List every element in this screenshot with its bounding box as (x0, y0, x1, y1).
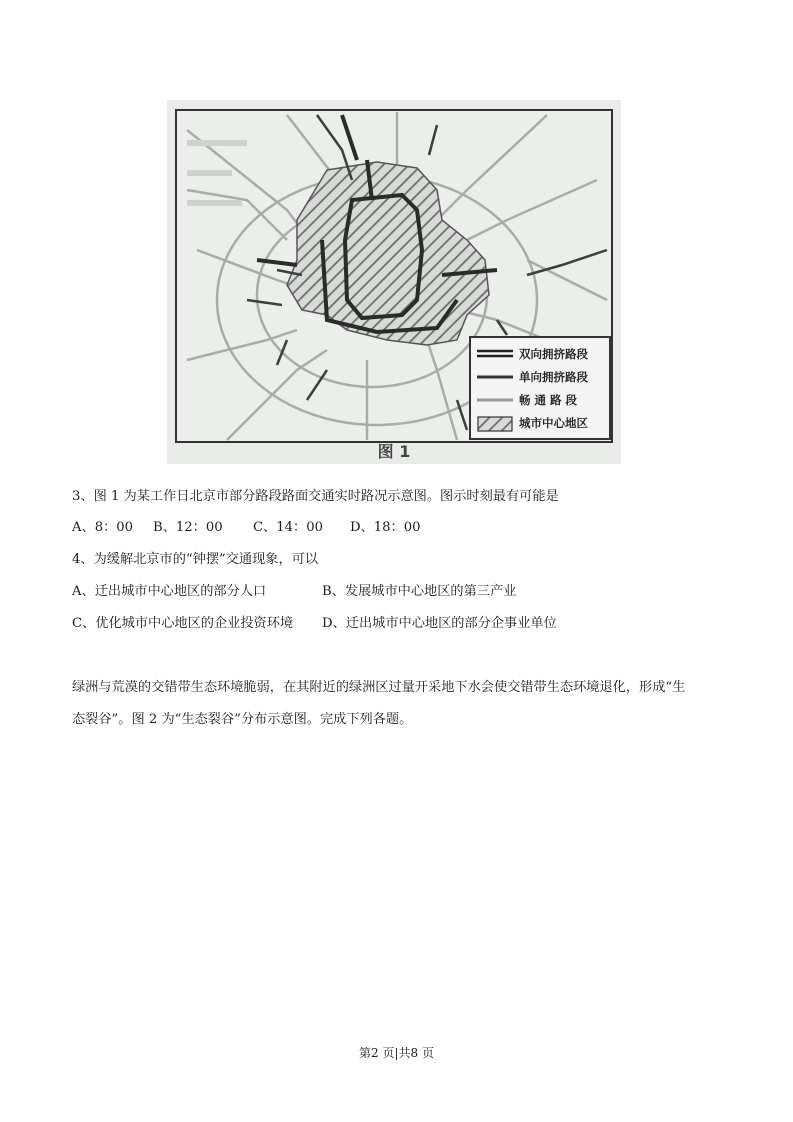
legend-label: 城市中心地区 (519, 416, 588, 430)
q4-option-a: A、迁出城市中心地区的部分人口 (72, 584, 267, 599)
q4-option-d: D、迁出城市中心地区的部分企事业单位 (322, 616, 557, 631)
q3-option-a: A、8：00 (72, 520, 134, 535)
q4-option-b: B、发展城市中心地区的第三产业 (322, 584, 517, 599)
q3-option-c: C、14：00 (253, 520, 324, 535)
question-3: 3、图 1 为某工作日北京市部分路段路面交通实时路况示意图。图示时刻最有可能是 (72, 489, 559, 504)
map-legend (469, 336, 611, 440)
legend-item-single (477, 367, 588, 387)
legend-label: 单向拥挤路段 (519, 370, 588, 384)
double-line-icon (477, 347, 513, 361)
hatched-area-icon (477, 416, 513, 430)
passage-line-1: 绿洲与荒漠的交错带生态环境脆弱，在其附近的绿洲区过量开采地下水会使交错带生态环境退化，形成“生 (72, 680, 686, 695)
question-4: 4、为缓解北京市的“钟摆”交通现象，可以 (72, 552, 319, 567)
single-line-icon (477, 370, 513, 384)
legend-label: 畅 通 路 段 (519, 393, 578, 407)
legend-label: 双向拥挤路段 (519, 347, 588, 361)
q3-option-d: D、18：00 (350, 520, 421, 535)
legend-item-center (477, 413, 588, 433)
page-footer: 第2 页|共8 页 (359, 1046, 434, 1060)
traffic-map-figure (167, 100, 621, 464)
light-line-icon (477, 393, 513, 407)
legend-item-smooth (477, 390, 577, 410)
q3-option-b: B、12：00 (153, 520, 223, 535)
passage-line-2: 态裂谷”。图 2 为“生态裂谷”分布示意图。完成下列各题。 (72, 712, 413, 727)
legend-item-double (477, 344, 588, 364)
figure-caption: 图 1 (377, 442, 411, 461)
q4-option-c: C、优化城市中心地区的企业投资环境 (72, 616, 294, 631)
